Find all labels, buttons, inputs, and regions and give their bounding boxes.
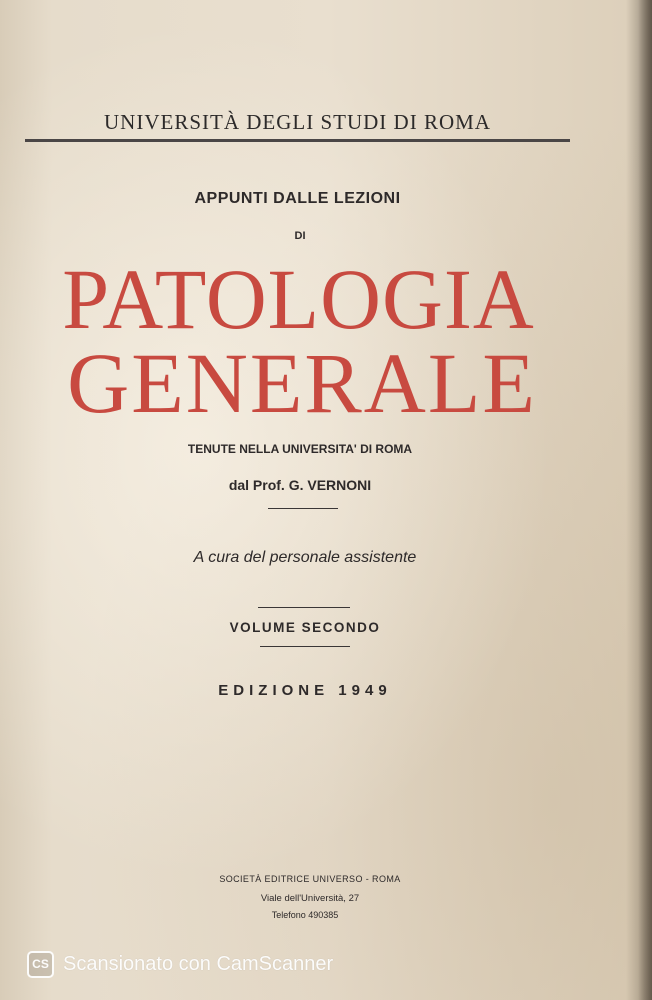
- publisher-name: SOCIETÀ EDITRICE UNIVERSO - ROMA: [219, 874, 401, 884]
- edited-by-line: A cura del personale assistente: [193, 549, 417, 566]
- title-line-2: GENERALE: [67, 335, 537, 431]
- held-at-label: TENUTE NELLA UNIVERSITA' DI ROMA: [187, 442, 413, 456]
- edition-label: EDIZIONE 1949: [218, 682, 392, 699]
- university-name: UNIVERSITÀ DEGLI STUDI DI ROMA: [104, 110, 491, 134]
- di-label: DI: [294, 230, 306, 242]
- watermark-text: Scansionato con CamScanner: [63, 952, 334, 975]
- professor-rule: [268, 508, 338, 509]
- publisher-phone: Telefono 490385: [271, 910, 339, 920]
- volume-rule-bottom: [260, 646, 350, 647]
- volume-rule-top: [258, 607, 350, 608]
- publisher-address: Viale dell'Università, 27: [260, 893, 360, 904]
- volume-label: VOLUME SECONDO: [229, 620, 381, 635]
- header-rule: [25, 139, 570, 142]
- title-line-1: PATOLOGIA: [62, 251, 535, 347]
- professor-name: dal Prof. G. VERNONI: [228, 477, 372, 493]
- camscanner-watermark: [27, 950, 333, 978]
- spine-shadow: [638, 0, 652, 1000]
- camscanner-logo-icon: CS: [27, 951, 54, 978]
- notes-label: APPUNTI DALLE LEZIONI: [194, 190, 401, 207]
